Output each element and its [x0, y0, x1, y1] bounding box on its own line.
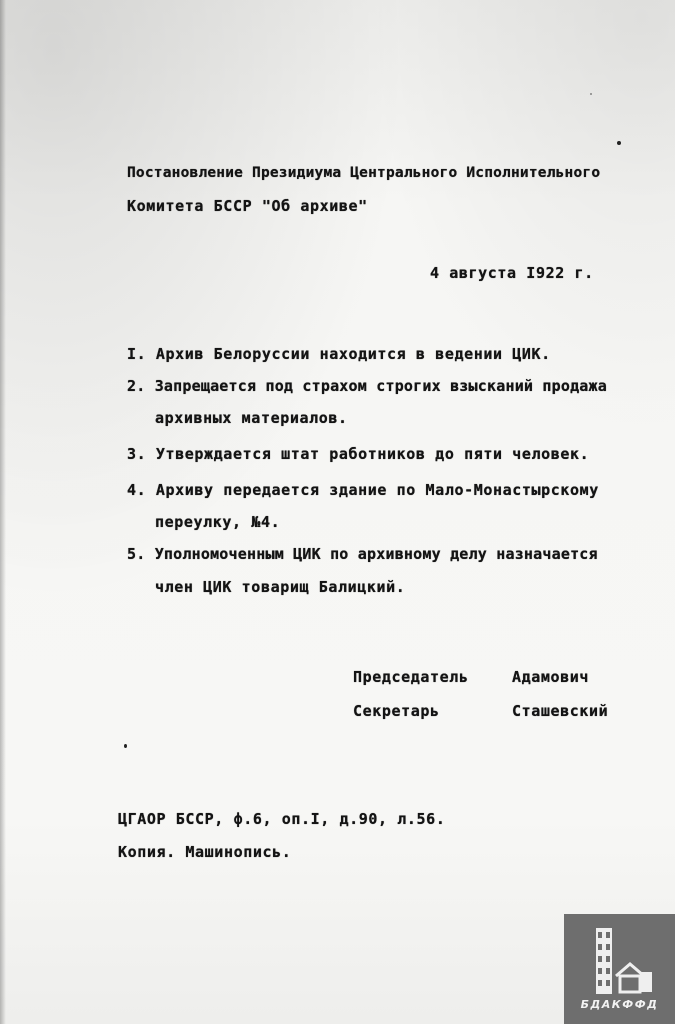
- archive-logo: [564, 914, 675, 1024]
- list-item-4-continuation: переулку, №4.: [155, 513, 281, 531]
- dust-speck: [124, 744, 127, 748]
- title-line-1: Постановление Президиума Центрального Исполнительного: [127, 165, 601, 181]
- list-item-5: 5. Уполномоченным ЦИК по архивному делу назначается: [127, 545, 598, 563]
- dust-speck: [617, 141, 621, 145]
- chairman-role: Председатель: [353, 668, 469, 686]
- secretary-role: Секретарь: [353, 702, 440, 720]
- title-line-2: Комитета БССР "Об архиве": [127, 197, 368, 215]
- source-reference: ЦГАОР БССР, ф.6, оп.I, д.90, л.56.: [118, 810, 446, 828]
- list-item-2-continuation: архивных материалов.: [155, 409, 348, 427]
- chairman-name: Адамович: [512, 668, 590, 686]
- list-item-5-continuation: член ЦИК товарищ Балицкий.: [155, 578, 406, 596]
- dust-speck: [590, 93, 592, 95]
- list-item-4: 4. Архиву передается здание по Мало-Монастырскому: [127, 481, 599, 499]
- film-strip-building-logo-icon: [564, 914, 675, 994]
- secretary-name: Сташевский: [512, 702, 609, 720]
- photo-edge-shadow: [0, 0, 6, 1024]
- copy-note: Копия. Машинопись.: [118, 843, 292, 861]
- list-item-3: 3. Утверждается штат работников до пяти человек.: [127, 445, 590, 463]
- logo-text: БДАКФФД: [580, 998, 659, 1011]
- list-item-2: 2. Запрещается под страхом строгих взысканий продажа: [127, 377, 607, 395]
- document-date: 4 августа I922 г.: [430, 264, 594, 282]
- list-item-1: I. Архив Белоруссии находится в ведении ЦИК.: [127, 345, 551, 363]
